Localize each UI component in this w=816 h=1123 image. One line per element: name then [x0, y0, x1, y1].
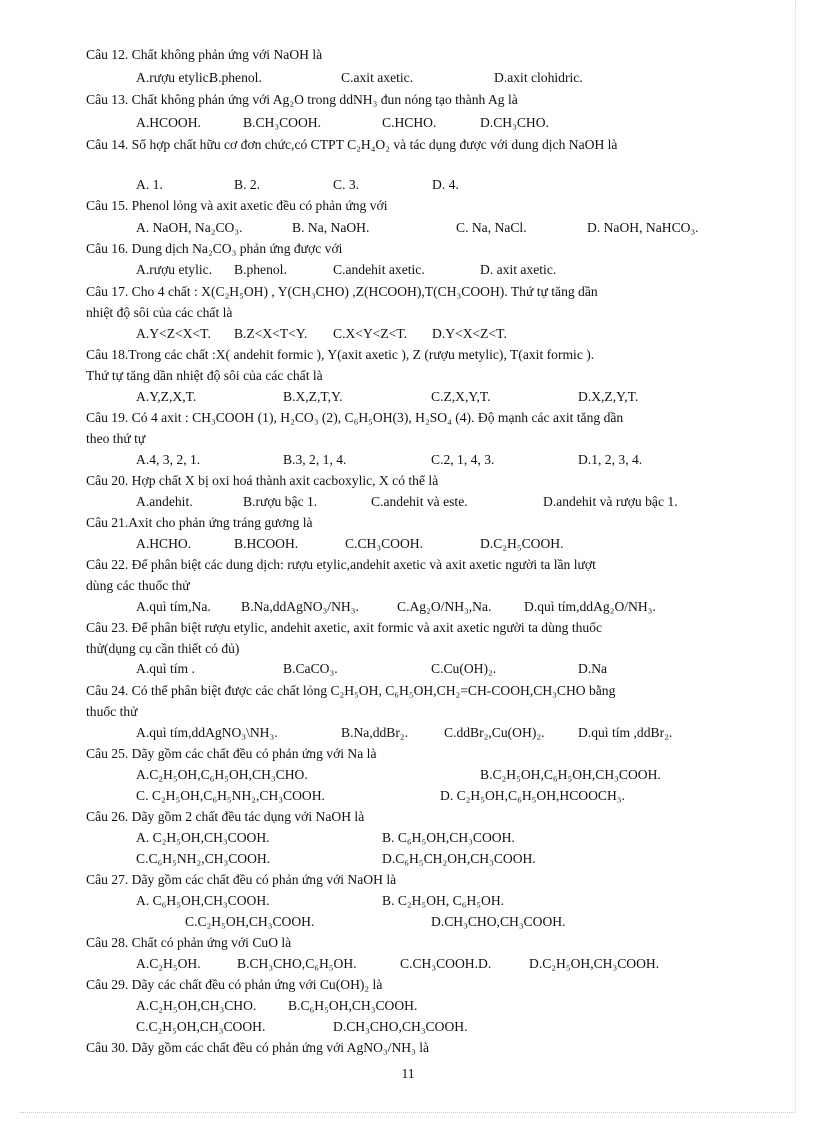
option-a: A.C₂H₅OH,CH₃CHO. [136, 998, 257, 1013]
option-b: B. C₂H₅OH, C₆H₅OH. [382, 893, 505, 908]
option-c: C. C₂H₅OH,C₆H₅NH₂,CH₃COOH. [136, 788, 325, 803]
option-b: B. Na, NaOH. [292, 220, 370, 235]
option-c: C.Z,X,Y,T. [431, 389, 491, 404]
question-24-options [0, 722, 816, 743]
option-b: B.CaCO₃. [283, 661, 338, 676]
question-12-options [0, 67, 816, 88]
option-d: D.CH₃CHO,CH₃COOH. [333, 1019, 468, 1034]
question-26-options-ab [0, 827, 816, 848]
option-a: A. 1. [136, 177, 163, 192]
question-29-stem: Câu 29. Dãy các chất đều có phản ứng với Cu(OH)₂ là [86, 977, 383, 992]
option-c: C.andehit axetic. [333, 262, 425, 277]
option-b: B.Na,ddAgNO₃/NH₃. [241, 599, 359, 614]
question-27-options-ab [0, 890, 816, 911]
option-c: C.C₂H₅OH,CH₃COOH. [185, 914, 315, 929]
question-25-stem: Câu 25. Dãy gồm các chất đều có phản ứng với Na là [86, 746, 377, 761]
option-b: B.rượu bậc 1. [243, 494, 318, 509]
page-edge-bottom [20, 1112, 796, 1113]
option-b: B.phenol. [234, 262, 287, 277]
option-d: D.axit clohidric. [494, 70, 583, 85]
option-c: C.Ag₂O/NH₃,Na. [397, 599, 492, 614]
question-16-options [0, 259, 816, 280]
option-c: C.2, 1, 4, 3. [431, 452, 495, 467]
option-d: D.C₂H₅OH,CH₃COOH. [529, 956, 660, 971]
option-d: D.C₆H₅CH₂OH,CH₃COOH. [382, 851, 536, 866]
option-d: D.CH₃CHO,CH₃COOH. [431, 914, 566, 929]
question-22-stem-2: dùng các thuốc thử [86, 578, 190, 593]
question-23-options [0, 658, 816, 679]
question-17-options [0, 323, 816, 344]
option-a: A.4, 3, 2, 1. [136, 452, 201, 467]
option-c: C.C₂H₅OH,CH₃COOH. [136, 1019, 266, 1034]
question-28-stem: Câu 28. Chất có phản ứng với CuO là [86, 935, 292, 950]
option-c: C.axit axetic. [341, 70, 414, 85]
option-b: B.CH₃CHO,C₆H₅OH. [237, 956, 357, 971]
option-c: C. Na, NaCl. [456, 220, 527, 235]
option-d: D.Y<X<Z<T. [432, 326, 507, 341]
question-19-stem-2: theo thứ tự [86, 431, 146, 446]
option-d: D.1, 2, 3, 4. [578, 452, 643, 467]
question-21-stem: Câu 21.Axit cho phản ứng tráng gương là [86, 515, 313, 530]
option-c: C.andehit và este. [371, 494, 468, 509]
option-b: B.X,Z,T,Y. [283, 389, 343, 404]
option-d: D.X,Z,Y,T. [578, 389, 639, 404]
option-a: A.rượu etylic. [136, 262, 213, 277]
option-b: B. 2. [234, 177, 261, 192]
question-15-stem: Câu 15. Phenol lỏng và axit axetic đều có phản ứng với [86, 198, 388, 213]
option-a: A.Y<Z<X<T. [136, 326, 211, 341]
question-29-options-ab [0, 995, 816, 1016]
option-c: C.HCHO. [382, 115, 437, 130]
option-b: B.3, 2, 1, 4. [283, 452, 347, 467]
option-c: C.CH₃COOH. [345, 536, 424, 551]
option-a: A.C₂H₅OH,C₆H₅OH,CH₃CHO. [136, 767, 308, 782]
question-18-stem: Câu 18.Trong các chất :X( andehit formic ), Y(axit axetic ), Z (rượu metylic), T(axit formic ). [86, 347, 595, 362]
option-b: B.HCOOH. [234, 536, 299, 551]
option-d: D.CH₃CHO. [480, 115, 549, 130]
question-23-stem-2: thử(dụng cụ cần thiết có đủ) [86, 641, 240, 656]
option-b: B.Z<X<T<Y. [234, 326, 308, 341]
question-18-stem-2: Thứ tự tăng dần nhiệt độ sôi của các chất là [86, 368, 323, 383]
question-12-stem: Câu 12. Chất không phản ứng với NaOH là [86, 47, 323, 62]
option-c: C.ddBr₂,Cu(OH)₂. [444, 725, 545, 740]
question-14-options [0, 174, 816, 195]
question-17-stem-2: nhiệt độ sôi của các chất là [86, 305, 233, 320]
question-26-options-cd [0, 848, 816, 869]
option-a: A.andehit. [136, 494, 193, 509]
option-b: B.C₂H₅OH,C₆H₅OH,CH₃COOH. [480, 767, 661, 782]
option-b: B.phenol. [209, 70, 262, 85]
question-24-stem: Câu 24. Có thể phân biệt được các chất lỏng C₂H₅OH, C₆H₅OH,CH₂=CH-COOH,CH₃CHO bằng [86, 683, 616, 698]
option-d: D.C₂H₅COOH. [480, 536, 564, 551]
option-a: A.Y,Z,X,T. [136, 389, 197, 404]
question-26-stem: Câu 26. Dãy gồm 2 chất đều tác dụng với NaOH là [86, 809, 365, 824]
question-27-options-cd [0, 911, 816, 932]
option-d: D.andehit và rượu bậc 1. [543, 494, 678, 509]
option-b: B.CH₃COOH. [243, 115, 322, 130]
option-a: A.HCHO. [136, 536, 192, 551]
question-19-stem: Câu 19. Có 4 axit : CH₃COOH (1), H₂CO₃ (2), C₆H₅OH(3), H₂SO₄ (4). Độ mạnh các axit tăng dần [86, 410, 624, 425]
question-22-options [0, 596, 816, 617]
option-a: A.HCOOH. [136, 115, 201, 130]
question-28-options [0, 953, 816, 974]
question-25-options-cd [0, 785, 816, 806]
option-d: D.quì tím,ddAg₂O/NH₃. [524, 599, 656, 614]
question-25-options-ab [0, 764, 816, 785]
question-20-stem: Câu 20. Hợp chất X bị oxi hoá thành axit cacboxylic, X có thể là [86, 473, 439, 488]
option-d: D. C₂H₅OH,C₆H₅OH,HCOOCH₃. [440, 788, 625, 803]
option-a: A. NaOH, Na₂CO₃. [136, 220, 243, 235]
option-a: A.rượu etylic. [136, 70, 213, 85]
option-d: D.Na [578, 661, 608, 676]
option-c: C.Cu(OH)₂. [431, 661, 497, 676]
option-a: A. C₆H₅OH,CH₃COOH. [136, 893, 270, 908]
question-20-options [0, 491, 816, 512]
option-d: D. NaOH, NaHCO₃. [587, 220, 699, 235]
question-27-stem: Câu 27. Dãy gồm các chất đều có phản ứng với NaOH là [86, 872, 397, 887]
question-17-stem: Câu 17. Cho 4 chất : X(C₂H₅OH) , Y(CH₃CHO) ,Z(HCOOH),T(CH₃COOH). Thứ tự tăng dần [86, 284, 598, 299]
question-18-options [0, 386, 816, 407]
option-a: A. C₂H₅OH,CH₃COOH. [136, 830, 270, 845]
question-21-options [0, 533, 816, 554]
page-edge-right [795, 0, 796, 1112]
option-d: D. 4. [432, 177, 459, 192]
question-23-stem: Câu 23. Để phân biệt rượu etylic, andehit axetic, axit formic và axit axetic người ta dùng thuốc [86, 620, 603, 635]
option-d: D.quì tím ,ddBr₂. [578, 725, 673, 740]
question-13-options [0, 112, 816, 133]
option-a: A.quì tím,Na. [136, 599, 211, 614]
option-a: A.quì tím,ddAgNO₃\NH₃. [136, 725, 278, 740]
question-13-stem: Câu 13. Chất không phản ứng với Ag₂O trong ddNH₃ đun nóng tạo thành Ag là [86, 92, 518, 107]
question-15-options [0, 217, 816, 238]
option-b: B.Na,ddBr₂. [341, 725, 409, 740]
option-b: B.C₆H₅OH,CH₃COOH. [288, 998, 418, 1013]
option-a: A.quì tím . [136, 661, 195, 676]
question-30-stem: Câu 30. Dãy gồm các chất đều có phản ứng với AgNO₃/NH₃ là [86, 1040, 430, 1055]
question-14-stem: Câu 14. Số hợp chất hữu cơ đơn chức,có CTPT C₂H₄O₂ và tác dụng được với dung dịch NaOH là [86, 137, 618, 152]
question-16-stem: Câu 16. Dung dịch Na₂CO₃ phản ứng được với [86, 241, 343, 256]
option-c: C.CH₃COOH.D. [400, 956, 492, 971]
question-24-stem-2: thuốc thử [86, 704, 138, 719]
question-19-options [0, 449, 816, 470]
option-c: C. 3. [333, 177, 360, 192]
question-22-stem: Câu 22. Để phân biệt các dung dịch: rượu etylic,andehit axetic và axit axetic người ta lần lượt [86, 557, 596, 572]
option-c: C.C₆H₅NH₂,CH₃COOH. [136, 851, 271, 866]
question-29-options-cd [0, 1016, 816, 1037]
option-d: D. axit axetic. [480, 262, 557, 277]
option-b: B. C₆H₅OH,CH₃COOH. [382, 830, 515, 845]
option-a: A.C₂H₅OH. [136, 956, 201, 971]
page-number: 11 [401, 1066, 415, 1081]
option-c: C.X<Y<Z<T. [333, 326, 408, 341]
